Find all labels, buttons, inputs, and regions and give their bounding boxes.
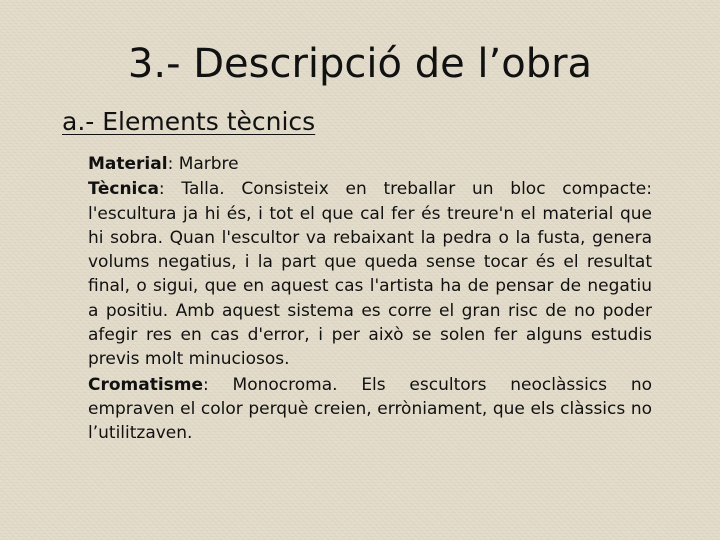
item-tecnica-term: Tècnica bbox=[88, 179, 159, 200]
section-subtitle: a.- Elements tècnics bbox=[62, 107, 316, 136]
item-tecnica-text: : Talla. Consisteix en treballar un bloc compacte: l'escultura ja hi és, i tot el que cal fer és treure'n el material que hi sobra. Quan l'escultor va rebaixant la pedra o la fusta, genera volums negatius, i la part que queda sense tocar és el resultat final, o sigui, que en aquest cas l'artista ha de pensar de negatiu a positiu. Amb aquest sistema es corre el gran risc de no poder afegir res en cas d'error, i per això se solen fer alguns estudis previs molt minuciosos. bbox=[88, 179, 652, 370]
slide-body bbox=[88, 152, 652, 447]
item-material-term: Material bbox=[88, 154, 168, 174]
item-cromatisme-text: : Monocroma. Els escultors neoclàssics no empraven el color perquè creien, erròniament, que els clàssics no l’utilitzaven. bbox=[88, 374, 652, 444]
slide-title: 3.- Descripció de l’obra bbox=[127, 41, 593, 87]
item-material-text: : Marbre bbox=[167, 154, 239, 174]
item-tecnica bbox=[88, 177, 652, 371]
item-cromatisme-term: Cromatisme bbox=[88, 374, 204, 395]
item-material bbox=[88, 152, 652, 176]
item-cromatisme bbox=[88, 373, 652, 446]
